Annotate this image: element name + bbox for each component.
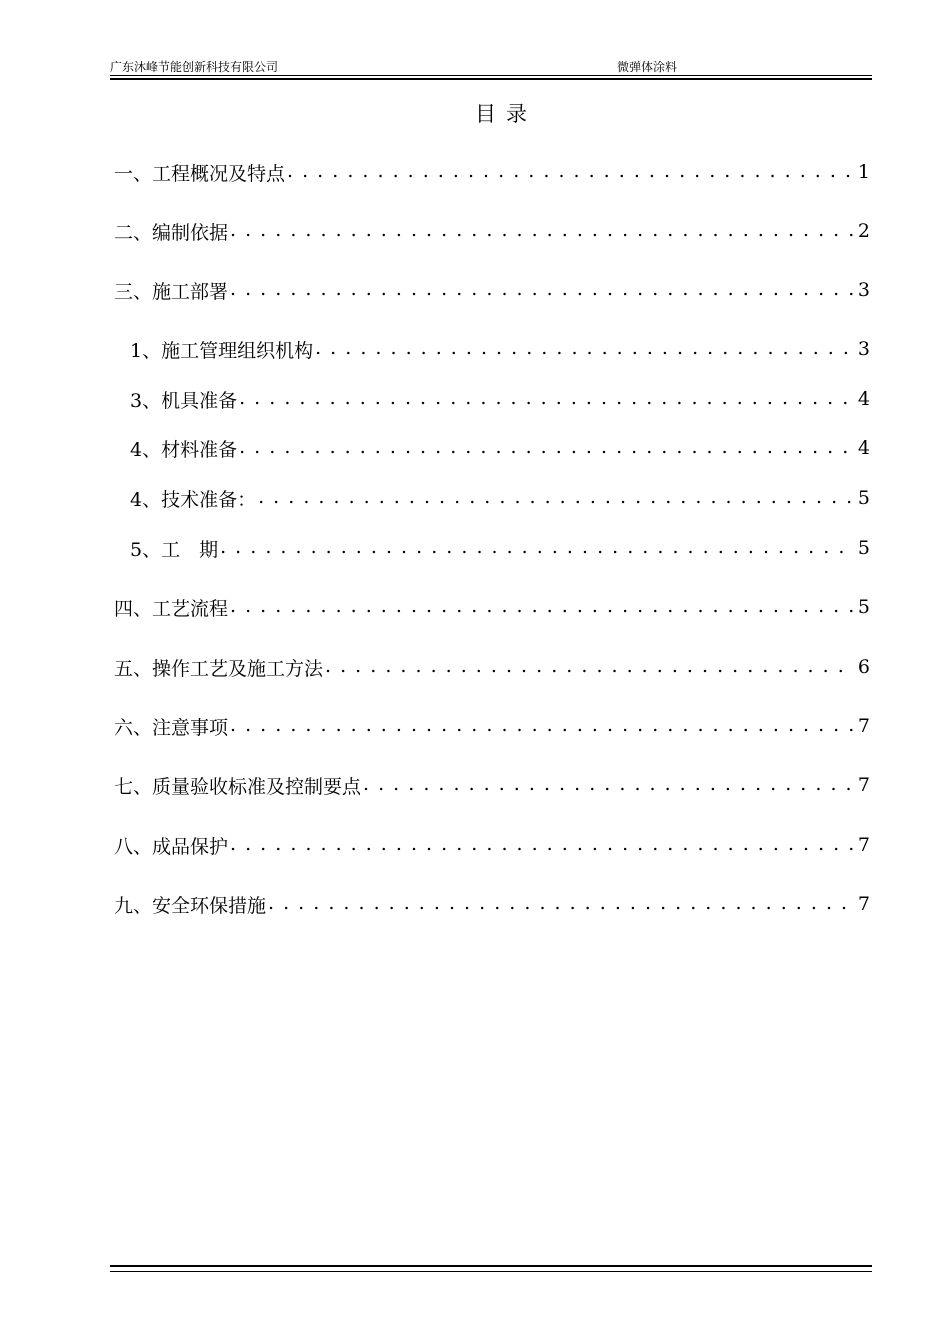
toc-entry-label: 一、工程概况及特点 (114, 162, 286, 185)
toc-entry[interactable] (130, 433, 870, 463)
toc-entry[interactable] (114, 830, 870, 860)
toc-entry-page: 7 (857, 834, 870, 856)
toc-entry-page: 3 (857, 279, 870, 301)
toc-entry-label: 五、操作工艺及施工方法 (114, 657, 324, 680)
toc-entry-label: 六、注意事项 (114, 716, 229, 739)
toc-entry[interactable] (130, 334, 870, 364)
toc-entry-page: 7 (857, 774, 870, 796)
toc-entry[interactable] (114, 889, 870, 919)
toc-entry-page: 2 (857, 220, 870, 242)
toc-entry-page: 1 (857, 161, 870, 183)
toc-entry[interactable] (114, 652, 870, 682)
toc-entry-label: 5、工 期 (130, 538, 219, 561)
toc-entry-label: 九、安全环保措施 (114, 894, 267, 917)
toc-entry[interactable] (114, 216, 870, 246)
toc-entry-page: 7 (857, 893, 870, 915)
toc-entry-label: 4、材料准备 (130, 438, 238, 461)
toc-entry-page: 7 (857, 715, 870, 737)
toc-leader-dots (230, 716, 854, 736)
toc-leader-dots (230, 597, 854, 617)
toc-title: 目录 (475, 102, 537, 126)
toc-entry-label: 三、施工部署 (114, 280, 229, 303)
toc-leader-dots (287, 162, 854, 182)
toc-leader-dots (220, 538, 854, 558)
toc-entry-page: 3 (857, 338, 870, 360)
toc-entry-page: 5 (857, 537, 870, 559)
toc-entry-page: 5 (857, 487, 870, 509)
toc-leader-dots (230, 280, 854, 300)
toc-entry-page: 5 (857, 596, 870, 618)
toc-entry[interactable] (114, 592, 870, 622)
product-name: 微弹体涂料 (617, 60, 678, 74)
toc-entry-label: 七、质量验收标准及控制要点 (114, 775, 362, 798)
toc-entry-page: 4 (857, 437, 870, 459)
toc-entry-label: 二、编制依据 (114, 221, 229, 244)
toc-entry[interactable] (114, 770, 870, 800)
toc-leader-dots (315, 339, 854, 359)
header-rule-thick (110, 78, 872, 80)
footer-rule-thick (110, 1265, 872, 1267)
toc-leader-dots (268, 894, 854, 914)
toc-entry-page: 4 (857, 388, 870, 410)
toc-leader-dots (258, 488, 854, 508)
toc-entry-label: 3、机具准备 (130, 389, 238, 412)
toc-entry[interactable] (114, 711, 870, 741)
toc-entry[interactable] (114, 157, 870, 187)
toc-leader-dots (325, 657, 854, 677)
toc-leader-dots (230, 221, 854, 241)
toc-entry-page: 6 (857, 656, 870, 678)
toc-entry[interactable] (130, 533, 870, 563)
toc-entry[interactable] (114, 275, 870, 305)
toc-leader-dots (230, 835, 854, 855)
toc-entry-label: 1、施工管理组织机构 (130, 339, 314, 362)
company-name: 广东沐峰节能创新科技有限公司 (110, 60, 279, 74)
toc-leader-dots (239, 389, 854, 409)
toc-entry-label: 八、成品保护 (114, 835, 229, 858)
toc-entry[interactable] (130, 483, 870, 513)
toc-leader-dots (239, 438, 854, 458)
toc-entry[interactable] (130, 384, 870, 414)
footer-rule-thin (110, 1271, 872, 1272)
toc-entry-label: 4、技术准备： (130, 488, 257, 511)
header-rule-thin (110, 75, 872, 76)
toc-leader-dots (363, 775, 854, 795)
page-header (110, 56, 872, 74)
toc-entry-label: 四、工艺流程 (114, 597, 229, 620)
